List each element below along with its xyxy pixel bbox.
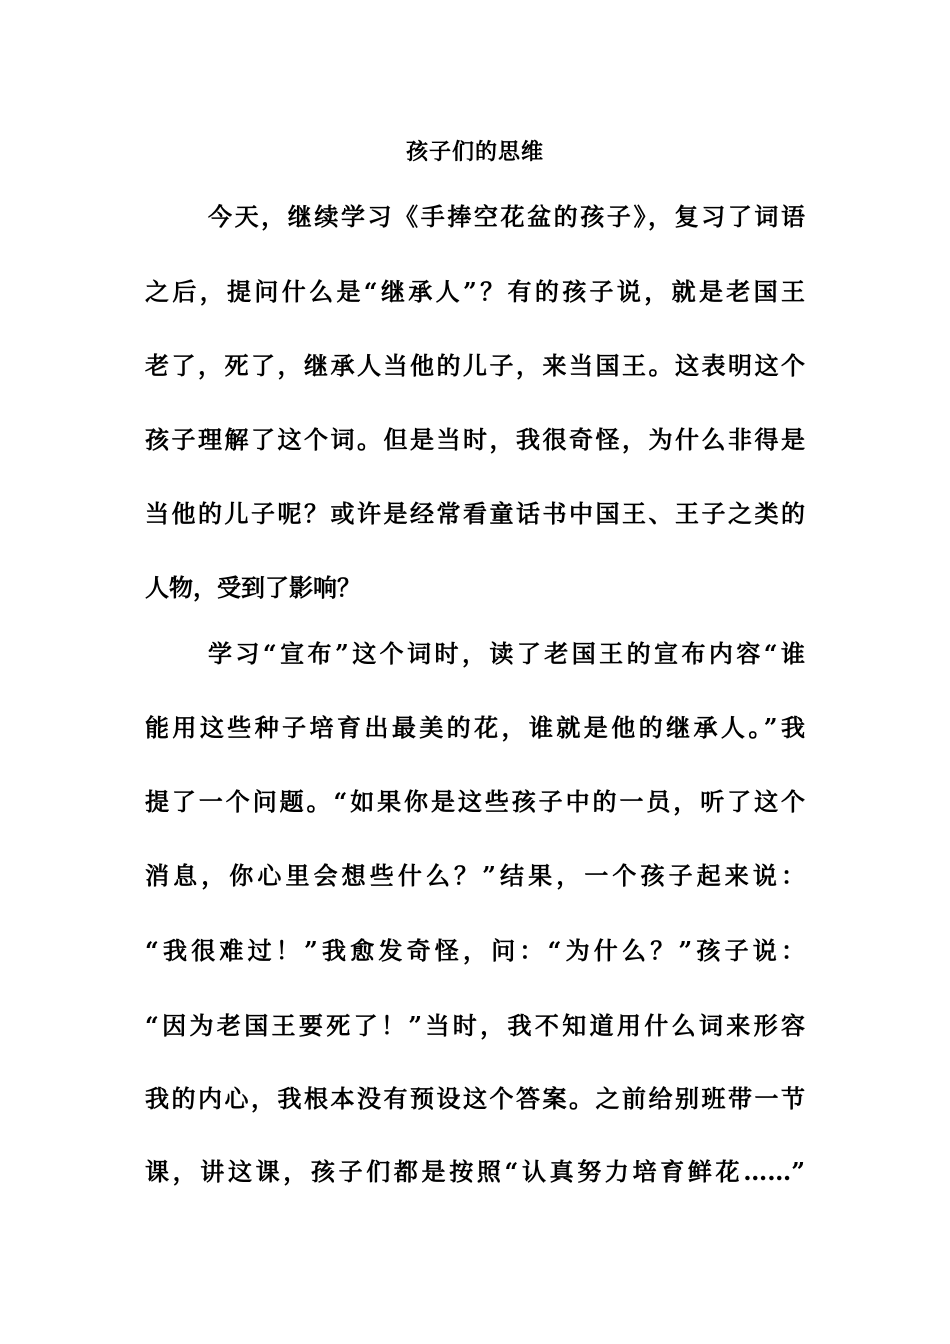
- paragraph-2-line-3: 提了一个问题。“如果你是这些孩子中的一员，听了这个: [145, 787, 805, 816]
- paragraph-2-line-4: 消息，你心里会想些什么？”结果，一个孩子起来说：: [145, 861, 805, 890]
- paragraph-1-line-3: 老了，死了，继承人当他的儿子，来当国王。这表明这个: [145, 351, 805, 380]
- paragraph-1-line-4: 孩子理解了这个词。但是当时，我很奇怪，为什么非得是: [145, 425, 805, 454]
- paragraph-1-line-5: 当他的儿子呢？或许是经常看童话书中国王、王子之类的: [145, 499, 805, 528]
- paragraph-2-line-1: 学习“宣布”这个词时，读了老国王的宣布内容“谁: [208, 639, 805, 668]
- paragraph-1-line-1: 今天，继续学习《手捧空花盆的孩子》，复习了词语: [208, 202, 805, 231]
- paragraph-2-line-5: “我很难过！”我愈发奇怪，问：“为什么？”孩子说：: [145, 936, 805, 965]
- paragraph-2-line-6: “因为老国王要死了！”当时，我不知道用什么词来形容: [145, 1011, 805, 1040]
- paragraph-2-line-7: 我的内心，我根本没有预设这个答案。之前给别班带一节: [145, 1084, 805, 1113]
- document-title: 孩子们的思维: [405, 139, 544, 165]
- paragraph-1-line-2: 之后，提问什么是“继承人”？有的孩子说，就是老国王: [145, 277, 805, 306]
- paragraph-2-line-8: 课，讲这课，孩子们都是按照“认真努力培育鲜花……”: [145, 1157, 805, 1186]
- paragraph-2-line-2: 能用这些种子培育出最美的花，谁就是他的继承人。”我: [145, 713, 805, 742]
- paragraph-1-line-6: 人物，受到了影响？: [145, 573, 361, 602]
